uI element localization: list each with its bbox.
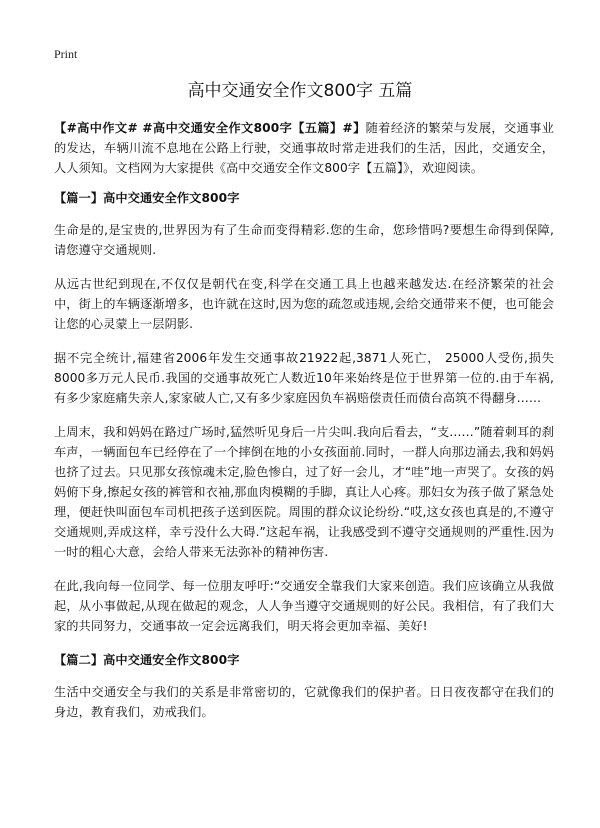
intro-paragraph: [54, 118, 554, 178]
section-heading-1: 【篇一】高中交通安全作文800字: [54, 191, 240, 205]
intro-tag: 【#高中作文# #高中交通安全作文800字【五篇】#】: [54, 121, 366, 135]
document-body: [54, 118, 554, 736]
section-1-paragraph-3: 据不完全统计,福建省2006年发生交通事故21922起,3871人死亡， 25000人受伤,损失8000多万元人民币.我国的交通事故死亡人数近10年来始终是位于世界第一位的.由于车祸,有多少家庭痛失亲人,家家破人亡,又有多少家庭因负车祸赔偿责任而债台高筑不得翻身……: [54, 351, 554, 405]
intro-text: 随着经济的繁荣与发展，交通事业的发达，车辆川流不息地在公路上行驶，交通事故时常走进我们的生活，因此，交通安全，人人须知。文档网为大家提供《高中交通安全作文800字【五篇】》，欢迎阅读。: [54, 121, 554, 175]
section-1-paragraph-4: 上周末，我和妈妈在路过广场时,猛然听见身后一片尖叫.我向后看去，“支……”随着刺耳的刹车声，一辆面包车已经停在了一个摔倒在地的小女孩面前.同时，一群人向那边涌去,我和妈妈也挤了过去。只见那女孩惊魂未定,脸色惨白，过了好一会儿，才“哇”地一声哭了。女孩的妈妈俯下身,擦起女孩的裤管和衣袖,那血肉模糊的手脚，真让人心疼。那妇女为孩子做了紧急处理，便赶快叫面包车司机把孩子送到医院。周围的群众议论纷纷.“哎,这女孩也真是的,不遵守交通规则,弄成这样，幸亏没什么大碍.”这起车祸，让我感受到不遵守交通规则的严重性.因为一时的粗心大意，会给人带来无法弥补的精神伤害.: [54, 425, 554, 559]
section-1-paragraph-5: 在此,我向每一位同学、每一位朋友呼吁:“交通安全靠我们大家来创造。我们应该确立从我做起，从小事做起,从现在做起的观念，人人争当遵守交通规则的好公民。我相信，有了我们大家的共同努力，交通事故一定会远离我们，明天将会更加幸福、美好!: [54, 579, 554, 633]
section-1-paragraph-2: 从远古世纪到现在,不仅仅是朝代在变,科学在交通工具上也越来越发达.在经济繁荣的社会中，街上的车辆逐渐增多，也许就在这时,因为您的疏忽或违规,会给交通带来不便，也可能会让您的心灵蒙上一层阴影.: [54, 277, 554, 331]
document-title: 高中交通安全作文800字 五篇: [187, 81, 413, 101]
print-label: Print: [54, 47, 78, 61]
section-heading-2: 【篇二】高中交通安全作文800字: [54, 653, 240, 667]
section-2-paragraph-1: 生活中交通安全与我们的关系是非常密切的，它就像我们的保护者。日日夜夜都守在我们的身边，教育我们，劝戒我们。: [54, 685, 554, 719]
section-1-paragraph-1: 生命是的,是宝贵的,世界因为有了生命而变得精彩.您的生命，您珍惜吗?要想生命得到保障,请您遵守交通规则.: [54, 223, 554, 257]
